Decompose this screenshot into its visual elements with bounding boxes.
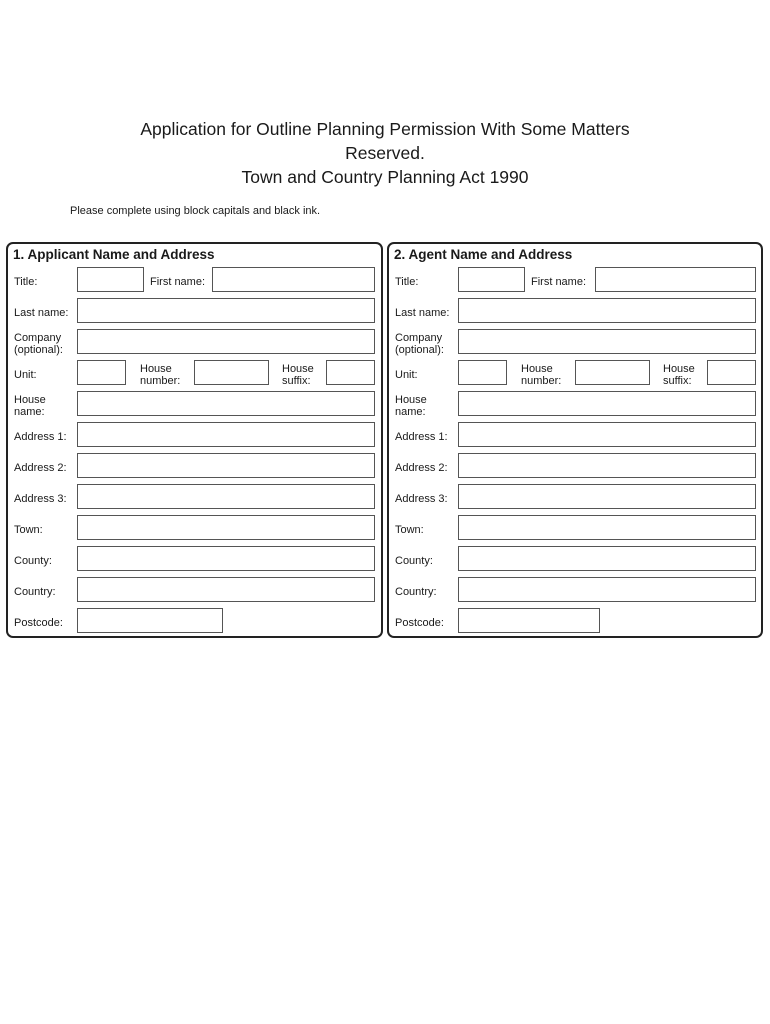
agent-unit-field[interactable] <box>458 360 507 385</box>
title-line-1: Application for Outline Planning Permission With Some Matters <box>140 119 630 139</box>
applicant-unit-field[interactable] <box>77 360 126 385</box>
agent-section <box>387 242 763 638</box>
applicant-section <box>6 242 383 638</box>
applicant-unit-label: Unit: <box>14 369 37 381</box>
applicant-house-name-field[interactable] <box>77 391 375 416</box>
applicant-address1-field[interactable] <box>77 422 375 447</box>
applicant-company-field[interactable] <box>77 329 375 354</box>
agent-company-field[interactable] <box>458 329 756 354</box>
applicant-heading: 1. Applicant Name and Address <box>13 247 215 262</box>
applicant-first-name-label: First name: <box>150 276 206 288</box>
agent-heading: 2. Agent Name and Address <box>394 247 573 262</box>
agent-company-label-2: (optional): <box>395 344 444 356</box>
title-line-3: Town and Country Planning Act 1990 <box>241 167 529 187</box>
agent-last-name-field[interactable] <box>458 298 756 323</box>
applicant-house-name-label-1: House <box>14 394 46 406</box>
agent-house-suffix-label-2: suffix: <box>663 375 692 387</box>
applicant-country-label: Country: <box>14 586 56 598</box>
document-title <box>0 117 770 189</box>
agent-address3-field[interactable] <box>458 484 756 509</box>
agent-title-field[interactable] <box>458 267 525 292</box>
agent-house-name-label-1: House <box>395 394 427 406</box>
agent-country-label: Country: <box>395 586 437 598</box>
agent-postcode-field[interactable] <box>458 608 600 633</box>
agent-house-number-label-1: House <box>521 363 553 375</box>
agent-house-number-label-2: number: <box>521 375 562 387</box>
applicant-house-name-label-2: name: <box>14 406 45 418</box>
applicant-address2-field[interactable] <box>77 453 375 478</box>
agent-house-name-label-2: name: <box>395 406 426 418</box>
agent-address2-label: Address 2: <box>395 462 448 474</box>
agent-first-name-label: First name: <box>531 276 587 288</box>
agent-address3-label: Address 3: <box>395 493 448 505</box>
agent-county-field[interactable] <box>458 546 756 571</box>
agent-unit-label: Unit: <box>395 369 418 381</box>
agent-town-field[interactable] <box>458 515 756 540</box>
applicant-first-name-field[interactable] <box>212 267 375 292</box>
applicant-address2-label: Address 2: <box>14 462 67 474</box>
applicant-company-label-1: Company <box>14 332 62 344</box>
applicant-county-label: County: <box>14 555 52 567</box>
applicant-postcode-label: Postcode: <box>14 617 63 629</box>
agent-country-field[interactable] <box>458 577 756 602</box>
applicant-town-field[interactable] <box>77 515 375 540</box>
applicant-company-label-2: (optional): <box>14 344 63 356</box>
applicant-house-suffix-label-2: suffix: <box>282 375 311 387</box>
applicant-last-name-label: Last name: <box>14 307 69 319</box>
instructions: Please complete using block capitals and black ink. <box>70 205 321 217</box>
applicant-house-number-label-2: number: <box>140 375 181 387</box>
applicant-house-suffix-field[interactable] <box>326 360 375 385</box>
title-line-2: Reserved. <box>345 143 425 163</box>
agent-house-suffix-label-1: House <box>663 363 695 375</box>
agent-house-name-field[interactable] <box>458 391 756 416</box>
applicant-address1-label: Address 1: <box>14 431 67 443</box>
agent-house-suffix-field[interactable] <box>707 360 756 385</box>
applicant-title-label: Title: <box>14 276 38 288</box>
agent-first-name-field[interactable] <box>595 267 756 292</box>
applicant-last-name-field[interactable] <box>77 298 375 323</box>
agent-address2-field[interactable] <box>458 453 756 478</box>
agent-town-label: Town: <box>395 524 424 536</box>
applicant-title-field[interactable] <box>77 267 144 292</box>
agent-address1-label: Address 1: <box>395 431 448 443</box>
applicant-address3-field[interactable] <box>77 484 375 509</box>
agent-postcode-label: Postcode: <box>395 617 444 629</box>
agent-company-label-1: Company <box>395 332 443 344</box>
agent-title-label: Title: <box>395 276 419 288</box>
applicant-address3-label: Address 3: <box>14 493 67 505</box>
agent-address1-field[interactable] <box>458 422 756 447</box>
applicant-country-field[interactable] <box>77 577 375 602</box>
applicant-house-number-field[interactable] <box>194 360 269 385</box>
applicant-house-number-label-1: House <box>140 363 172 375</box>
agent-last-name-label: Last name: <box>395 307 450 319</box>
applicant-house-suffix-label-1: House <box>282 363 314 375</box>
applicant-town-label: Town: <box>14 524 43 536</box>
agent-county-label: County: <box>395 555 433 567</box>
agent-house-number-field[interactable] <box>575 360 650 385</box>
applicant-county-field[interactable] <box>77 546 375 571</box>
applicant-postcode-field[interactable] <box>77 608 223 633</box>
